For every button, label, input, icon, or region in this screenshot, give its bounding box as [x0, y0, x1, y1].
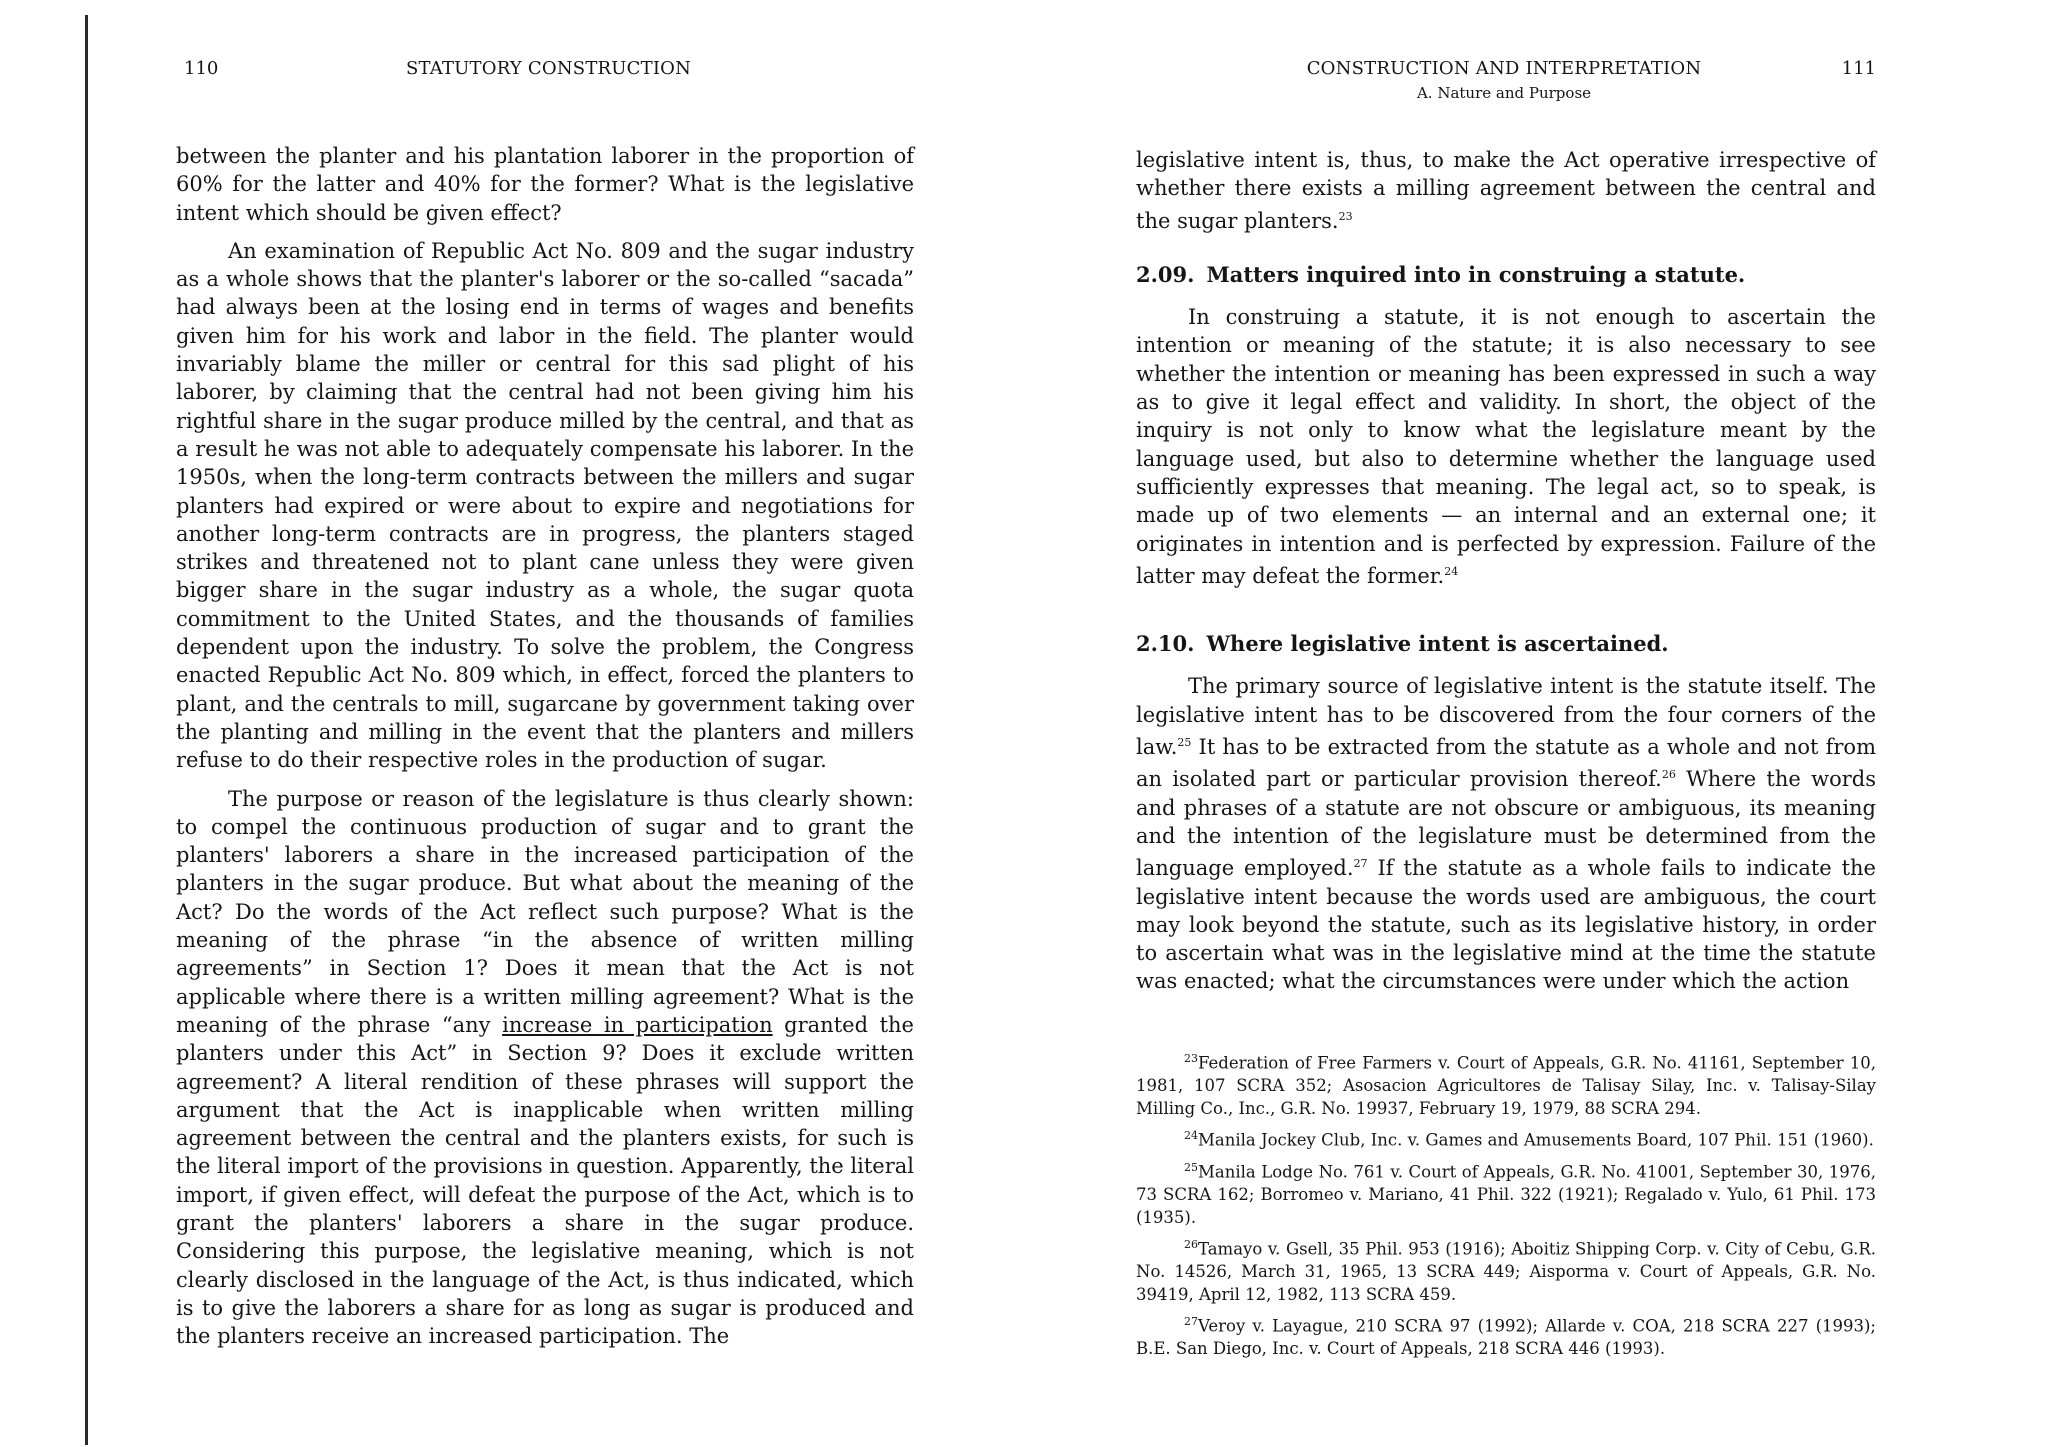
paragraph-text: The purpose or reason of the legislature is thus clearly shown: to compel the continuous production of sugar and to grant the planters' laborers a share in the increased participation of the planters in the sugar produce. But what about the meaning of the Act? Do the words of the Act reflect such purpose? What is the meaning of the phrase “in the absence of written milling agreements” in Section 1? Does it mean that the Act is not applicable where there is a written milling agreement? What is the meaning of the phrase “any [176, 786, 914, 1037]
section-heading [1136, 261, 1876, 289]
footnote-ref: 26 [1661, 768, 1676, 782]
paragraph-text: The primary source of legislative intent is the statute itself. The legislative intent has to be discovered from the four corners of the law. [1136, 674, 1876, 760]
footnote-text: Federation of Free Farmers v. Court of Appeals, G.R. No. 41161, September 10, 1981, 107 SCRA 352; Asosacion Agricultores de Talisay Silay, Inc. v. Talisay-Silay Milling Co., Inc., G.R. No. 19937, February 19, 1979, 88 SCRA 294. [1136, 1053, 1876, 1118]
footnote [1136, 1157, 1876, 1229]
book-spine-edge [85, 15, 88, 1445]
paragraph [1136, 303, 1876, 590]
left-running-head [176, 58, 914, 98]
footnote-mark: 24 [1184, 1129, 1198, 1142]
footnote-mark: 23 [1184, 1052, 1198, 1065]
footnote [1136, 1234, 1876, 1306]
right-page [1136, 0, 1876, 1447]
right-page-number: 111 [1841, 58, 1876, 79]
left-page-number: 110 [184, 58, 219, 79]
footnote-mark: 26 [1184, 1238, 1198, 1251]
paragraph-text: In construing a statute, it is not enough to ascertain the intention or meaning of the statute; it is also necessary to see whether the intention or meaning has been expressed in such a way as to give it legal effect and validity. In short, the object of the inquiry is not only to know what the legislature meant by the language used, but also to determine whether the language used sufficiently expresses that meaning. The legal act, so to speak, is made up of two elements — an internal and an external one; it originates in intention and is perfected by expression. Failure of the latter may defeat the former. [1136, 305, 1876, 588]
footnote-ref: 25 [1177, 736, 1192, 750]
paragraph-text: If the statute as a whole fails to indicate the legislative intent because the words used are ambiguous, the court may look beyond the statute, such as its legislative history, in order to ascertain what was in the legislative mind at the time the statute was enacted; what the circumstances were under which the action [1136, 856, 1876, 994]
footnote-ref: 23 [1338, 209, 1353, 223]
footnote [1136, 1311, 1876, 1361]
paragraph-text: It has to be extracted from the statute as a whole and not from an isolated part or particular provision thereof. [1136, 735, 1876, 792]
section-number: 2.09. [1136, 261, 1195, 287]
paragraph [176, 785, 914, 1351]
left-running-title: STATUTORY CONSTRUCTION [406, 58, 692, 79]
right-body-text [1136, 146, 1876, 996]
right-running-head [1136, 58, 1876, 102]
footnote-text: Manila Lodge No. 761 v. Court of Appeals, G.R. No. 41001, September 30, 1976, 73 SCRA 162; Borromeo v. Mariano, 41 Phil. 322 (1921); Regalado v. Yulo, 61 Phil. 173 (1935). [1136, 1162, 1876, 1227]
paragraph: An examination of Republic Act No. 809 and the sugar industry as a whole shows that the planter's laborer or the so-called “sacada” had always been at the losing end in terms of wages and benefits given him for his work and labor in the field. The planter would invariably blame the miller or central for this sad plight of his laborer, by claiming that the central had not been giving him his rightful share in the sugar produce milled by the central, and that as a result he was not able to adequately compensate his laborer. In the 1950s, when the long-term contracts between the millers and sugar planters had expired or were about to expire and negotiations for another long-term contracts are in progress, the planters staged strikes and threatened not to plant cane unless they were given bigger share in the sugar industry as a whole, the sugar quota commitment to the United States, and the thousands of families dependent upon the industry. To solve the problem, the Congress enacted Republic Act No. 809 which, in effect, forced the planters to plant, and the centrals to mill, sugarcane by government taking over the planting and milling in the event that the planters and millers refuse to do their respective roles in the production of sugar. [176, 238, 914, 773]
section-heading [1136, 630, 1876, 658]
footnote-text: Tamayo v. Gsell, 35 Phil. 953 (1916); Aboitiz Shipping Corp. v. City of Cebu, G.R. No. 14526, March 31, 1965, 13 SCRA 449; Aisporma v. Court of Appeals, G.R. No. 39419, April 12, 1982, 113 SCRA 459. [1136, 1239, 1876, 1304]
paragraph-text: Where the words and phrases of a statute are not obscure or ambiguous, its meaning and the intention of the legislature must be determined from the language employed. [1136, 767, 1876, 881]
paragraph-text: legislative intent is, thus, to make the Act operative irrespective of whether there exists a milling agreement between the central and the sugar planters. [1136, 148, 1876, 233]
paragraph [1136, 146, 1876, 235]
section-title: Where legislative intent is ascertained. [1206, 631, 1669, 657]
footnotes [1136, 1048, 1876, 1366]
footnote-text: Manila Jockey Club, Inc. v. Games and Amusements Board, 107 Phil. 151 (1960). [1198, 1130, 1874, 1150]
footnote-ref: 27 [1353, 857, 1368, 871]
footnote-text: Veroy v. Layague, 210 SCRA 97 (1992); Allarde v. COA, 218 SCRA 227 (1993); B.E. San Diego, Inc. v. Court of Appeals, 218 SCRA 446 (1993). [1136, 1316, 1876, 1358]
footnote-ref: 24 [1444, 564, 1459, 578]
footnote [1136, 1125, 1876, 1152]
left-page [176, 0, 914, 1447]
footnote-mark: 27 [1184, 1315, 1198, 1328]
underlined-phrase: increase in participation [502, 1012, 773, 1037]
footnote [1136, 1048, 1876, 1120]
paragraph [1136, 672, 1876, 995]
right-running-subtitle: A. Nature and Purpose [1416, 84, 1592, 102]
right-running-title: CONSTRUCTION AND INTERPRETATION [1306, 58, 1702, 79]
paragraph-text: granted the planters under this Act” in Section 9? Does it exclude written agreement? A literal rendition of these phrases will support the argument that the Act is inapplicable when written milling agreement between the central and the planters exists, for such is the literal import of the provisions in question. Apparently, the literal import, if given effect, will defeat the purpose of the Act, which is to grant the planters' laborers a share in the sugar produce. Considering this purpose, the legislative meaning, which is not clearly disclosed in the language of the Act, is thus indicated, which is to give the laborers a share for as long as sugar is produced and the planters receive an increased participation. The [176, 1012, 914, 1349]
section-number: 2.10. [1136, 631, 1195, 657]
paragraph: between the planter and his plantation laborer in the proportion of 60% for the latter and 40% for the former? What is the legislative intent which should be given effect? [176, 144, 914, 225]
footnote-mark: 25 [1184, 1161, 1198, 1174]
left-body-text [176, 142, 914, 1350]
section-title: Matters inquired into in construing a statute. [1206, 261, 1746, 287]
